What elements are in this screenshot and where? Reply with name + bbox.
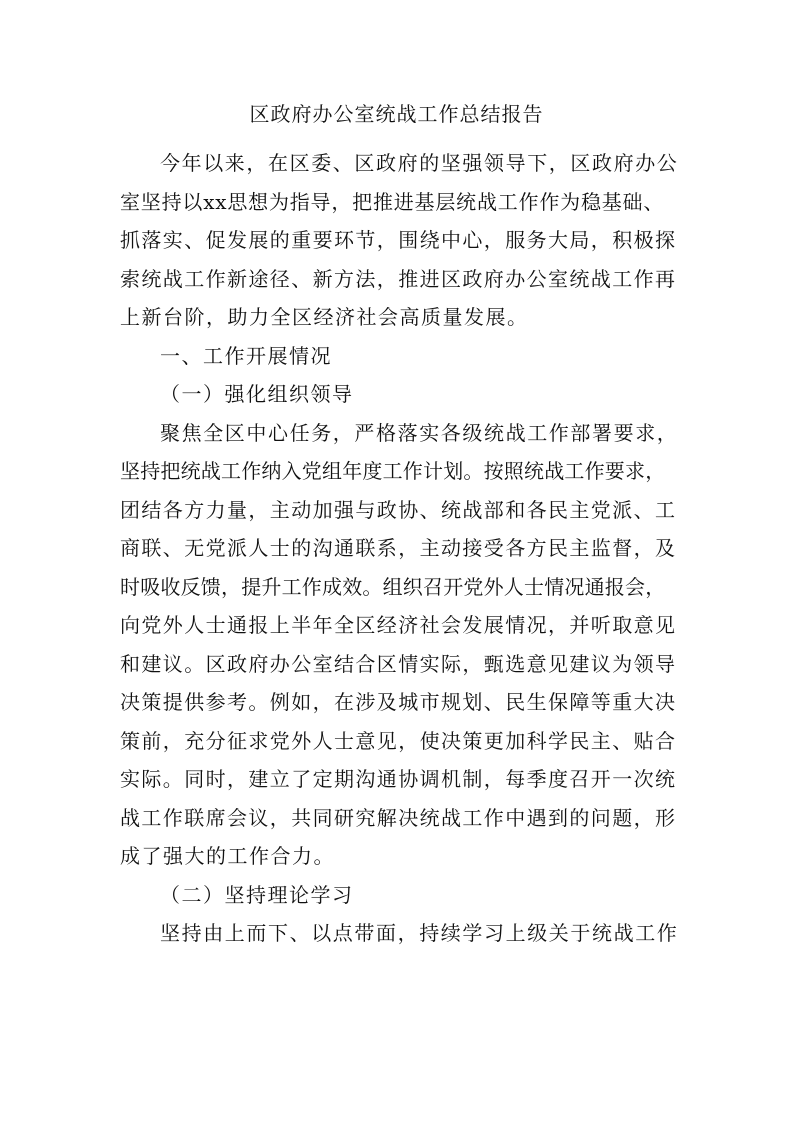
paragraph-line: 决策提供参考。例如，在涉及城市规划、民生保障等重大决	[120, 690, 677, 714]
paragraph-line: 和建议。区政府办公室结合区情实际，甄选意见建议为领导	[120, 651, 677, 676]
document-title: 区政府办公室统战工作总结报告	[249, 102, 544, 126]
paragraph-line: 向党外人士通报上半年全区经济社会发展情况，并听取意见	[120, 613, 677, 637]
paragraph-line: 商联、无党派人士的沟通联系，主动接受各方民主监督，及	[120, 536, 677, 560]
subsection-paragraph	[120, 914, 686, 953]
subsection-paragraph	[120, 414, 686, 876]
paragraph-line: 索统战工作新途径、新方法，推进区政府办公室统战工作再	[120, 266, 677, 291]
paragraph-line: 战工作联席会议，共同研究解决统战工作中遇到的问题，形	[120, 805, 677, 830]
paragraph-line: 坚持把统战工作纳入党组年度工作计划。按照统战工作要求，	[120, 459, 666, 483]
paragraph-line: 团结各方力量，主动加强与政协、统战部和各民主党派、工	[120, 497, 677, 522]
paragraph-line: 时吸收反馈，提升工作成效。组织召开党外人士情况通报会，	[120, 574, 666, 599]
subsection-heading: （一）强化组织领导	[160, 382, 354, 406]
paragraph-line: 成了强大的工作合力。	[120, 844, 335, 868]
section-heading: 一、工作开展情况	[160, 343, 332, 368]
paragraph-line: 今年以来，在区委、区政府的坚强领导下，区政府办公	[160, 151, 679, 175]
paragraph-line: 上新台阶，助力全区经济社会高质量发展。	[120, 305, 529, 329]
paragraph-line: 室坚持以xx思想为指导，把推进基层统战工作作为稳基础、	[120, 189, 665, 214]
intro-paragraph	[120, 144, 686, 337]
paragraph-line: 坚持由上而下、以点带面，持续学习上级关于统战工作	[160, 921, 679, 945]
document-body	[120, 144, 686, 953]
paragraph-line: 聚焦全区中心任务，严格落实各级统战工作部署要求，	[160, 420, 679, 445]
paragraph-line: 实际。同时，建立了定期沟通协调机制，每季度召开一次统	[120, 767, 677, 791]
paragraph-line: 抓落实、促发展的重要环节，围绕中心，服务大局，积极探	[120, 228, 677, 252]
subsection-heading: （二）坚持理论学习	[160, 882, 354, 907]
paragraph-line: 策前，充分征求党外人士意见，使决策更加科学民主、贴合	[120, 728, 677, 753]
